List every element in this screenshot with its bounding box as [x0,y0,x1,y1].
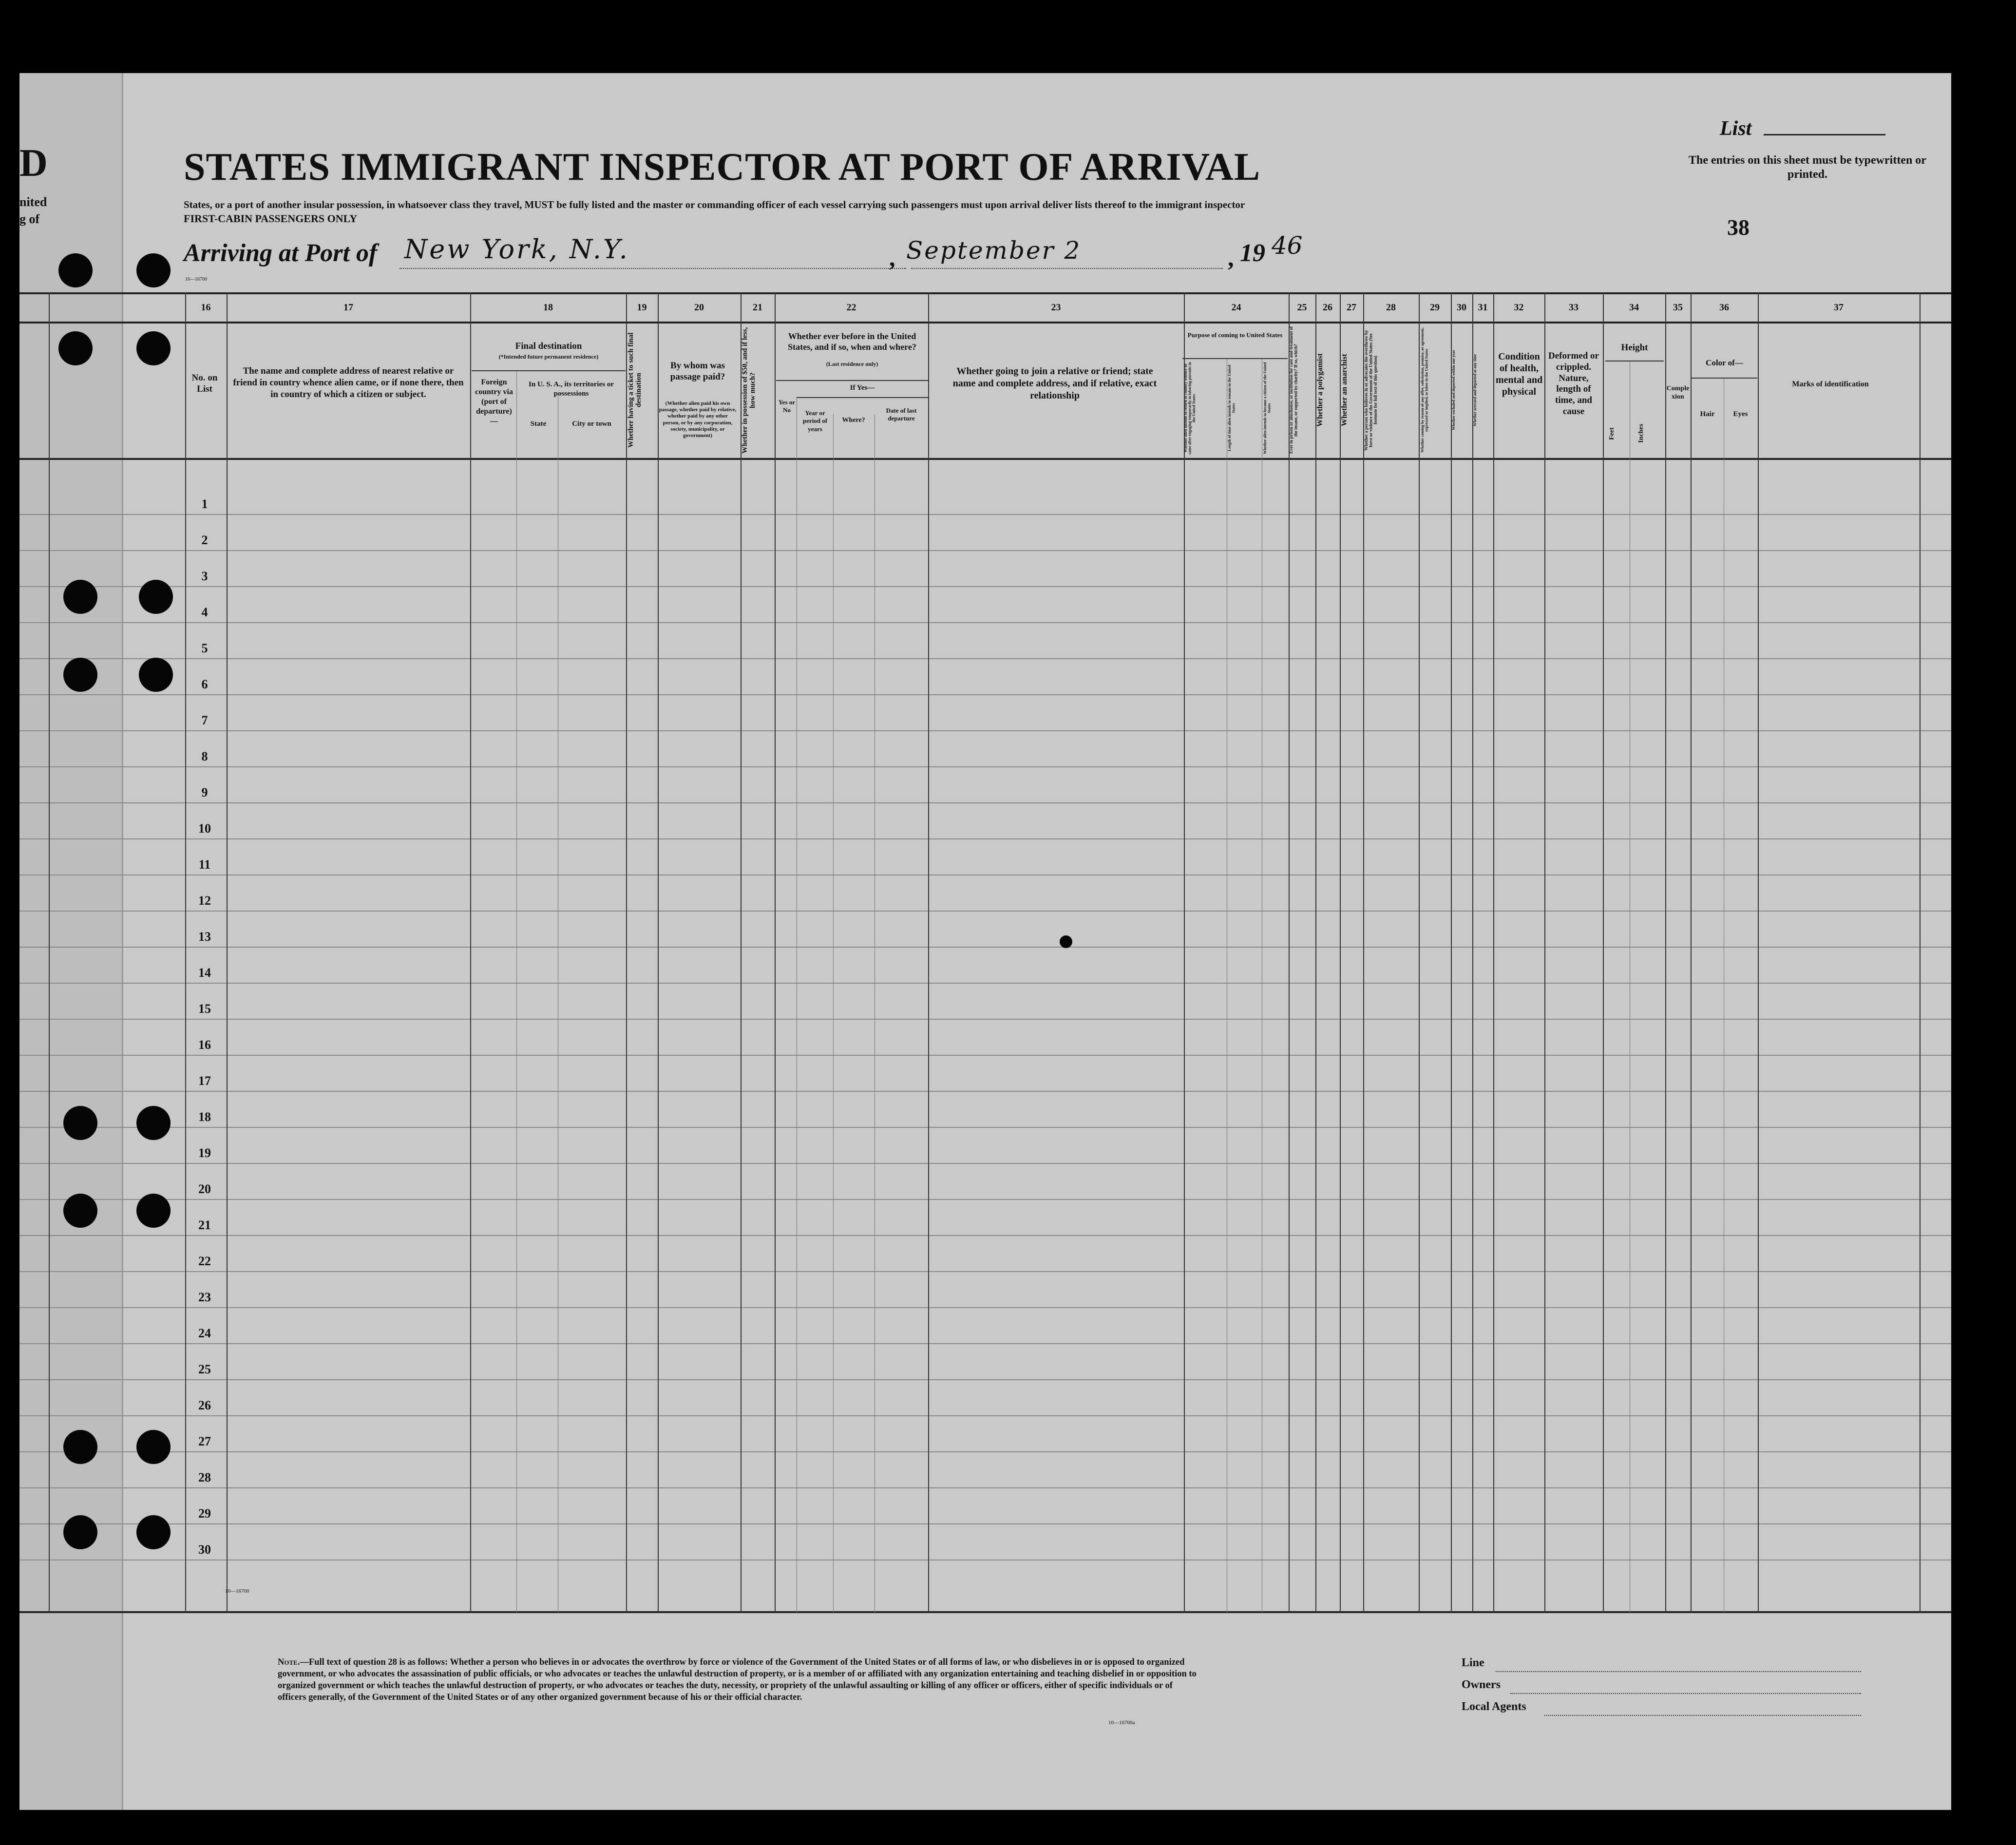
row-line [19,1019,1951,1020]
footnote [278,1656,1203,1703]
column-line [741,292,742,1613]
sub-column-line [516,370,517,1613]
column-number: 37 [1834,302,1844,313]
c22-ifyes-line [797,397,928,398]
punch-hole [136,331,171,365]
owners-field [1510,1693,1861,1694]
row-number: 21 [198,1218,211,1232]
row-number: 13 [198,930,211,944]
row-number: 1 [201,497,208,511]
row-line [19,730,1951,731]
column-number: 16 [201,302,211,313]
col34-feet: Feet [1608,427,1616,440]
col17-header: The name and complete address of nearest relative or friend in country whence alien came, or if none there, then in country of which a citizen or subject. [233,366,464,399]
row-line [19,947,1951,948]
row-number: 30 [198,1542,211,1557]
punch-hole [136,1515,171,1549]
col35-header: Complexion [1666,385,1690,400]
col18-foreign: Foreign country via (port of departure)— [475,378,513,425]
column-line [470,292,471,1613]
column-line [1493,292,1494,1613]
sub-column-line [833,414,834,1613]
row-line [19,586,1951,587]
punch-hole [63,580,97,614]
column-line [1419,292,1420,1613]
row-line [19,911,1951,912]
left-text-fragment-1: nited [19,195,47,209]
col24-return: Whether alien intends to return to country whence he came after engaging temporarily in laboring pursuits in the United States [1183,362,1196,455]
column-number: 22 [846,302,856,313]
column-line [1472,292,1473,1613]
col32-header: Condition of health, mental and physical [1495,351,1543,397]
page-subtitle: States, or a port of another insular possession, in whatsoever class they travel, MUST be fully listed and the master or commanding officer of each vessel carrying such passengers must upon arrival deliver lists thereof to the immigrant inspector [184,199,1245,210]
column-number: 36 [1719,302,1729,313]
owners-label: Owners [1462,1678,1501,1691]
column-number: 25 [1297,302,1307,313]
column-line [1544,292,1545,1613]
column-number-divider [19,322,1951,323]
local-agents-label: Local Agents [1462,1700,1526,1713]
row-line [19,1235,1951,1236]
row-number: 12 [198,894,211,908]
punch-hole [136,253,171,287]
col25-header: Ever in prison or almshouse, or institution for care and treatment of the insane, or supported by charity? If so, which? [1289,326,1298,454]
comma-separator: , [889,244,895,271]
column-number: 30 [1457,302,1466,313]
col22-date: Date of last departure [886,407,917,422]
c36-title-line [1691,378,1757,379]
col29-header: Whether coming by reason of any offer, solicitation, promise, or agreement, expressed or implied, to labor in the United States [1420,327,1429,453]
arriving-label: Arriving at Port of [184,239,378,267]
c18-subtitle-line [472,370,626,371]
col22-title: Whether ever before in the United States, and if so, when and where? [788,331,916,352]
col31-header: Whether arrested and deported at any time [1473,354,1477,427]
row-line [19,1127,1951,1128]
column-line [1665,292,1666,1613]
row-line [19,802,1951,803]
comma-separator-2: , [1228,244,1234,271]
column-number: 32 [1514,302,1524,313]
punch-hole [63,1194,97,1228]
punch-hole [58,331,93,365]
col28-header: Whether a person who believes in or advocates the overthrow by force or violence of the Government of the United States (See footnote for full text of this question) [1364,330,1378,451]
footnote-text: —Full text of question 28 is as follows: Whether a person who believes in or advocates the overthrow by force or violence of the Government of the United States or of all forms of law, or who disbelieves in or is opposed to organized government, or who advocates the assassination of public officials, or who advocates or teaches the unlawful destruction of property, or is a member of or affiliated with any organization entertaining and teaching disbelief in or opposition to organized government or which teaches the unlawful destruction of property, or who advocates or teaches the duty, necessity, or propriety of the unlawful assaulting or killing of any officer or officers, either of specific individuals or of officers generally, of the Government of the United States or of any other organized government because of his or their official character. [278,1657,1197,1703]
row-line [19,1199,1951,1200]
column-number: 17 [343,302,353,313]
row-line [19,658,1951,659]
row-number: 3 [201,569,208,583]
column-line [49,292,50,1613]
column-line [928,292,929,1613]
row-line [19,1271,1951,1272]
row-number: 8 [201,749,208,763]
col18-state: State [530,420,547,428]
row-number: 5 [201,641,208,655]
col20-note: (Whether alien paid his own passage, whether paid by relative, whether paid by any other person, or by any corporation, society, municipality, or government) [659,400,737,438]
col36-hair: Hair [1700,410,1715,418]
row-number: 26 [198,1398,211,1412]
row-number: 7 [201,713,208,727]
column-number: 27 [1347,302,1356,313]
punch-hole [139,658,173,692]
row-line [19,1343,1951,1344]
col22-ifyes: If Yes— [850,384,875,392]
arrival-date: September 2 [906,236,1082,265]
year-suffix: 46 [1272,231,1303,260]
row-number: 18 [198,1110,211,1124]
row-number: 25 [198,1362,211,1376]
table-bottom-border [19,1611,1951,1613]
row-number: 14 [198,966,211,980]
col36-eyes: Eyes [1733,410,1748,418]
row-number: 28 [198,1470,211,1484]
column-line [227,292,228,1613]
col33-header: Deformed or crippled. Nature, length of time, and cause [1548,351,1599,417]
row-line [19,1055,1951,1056]
col36-title: Color of— [1706,358,1743,367]
row-line [19,1415,1951,1416]
column-line [1691,292,1692,1613]
col21-header: Whether in possession of $50, and if less, how much? [741,327,757,454]
row-line [19,766,1951,767]
column-number: 29 [1430,302,1440,313]
line-field [1496,1671,1861,1672]
punch-hole [63,1430,97,1464]
column-line [1340,292,1341,1613]
col24-length: Length of time alien intends to remain in the United States [1227,365,1236,452]
port-of-arrival: New York, N.Y. [404,234,629,265]
list-label: List [1720,117,1752,140]
col24-title: Purpose of coming to United States [1187,331,1283,339]
col22-year: Year or period of years [802,409,828,433]
row-line [19,514,1951,515]
col34-title: Height [1621,342,1648,353]
col22-subtitle: (Last residence only) [826,361,878,367]
header-bottom-border [19,458,1951,460]
col18-usa: In U. S. A., its territories or possessions [529,380,614,398]
col23-header: Whether going to join a relative or friend; state name and complete address, and if relative, exact relationship [952,366,1157,401]
form-number-top: 10—16700 [185,277,207,282]
column-line [1363,292,1364,1613]
entries-note: The entries on this sheet must be typewritten or printed. [1689,154,1926,181]
punch-hole [136,1106,171,1140]
column-line [1451,292,1452,1613]
column-number: 24 [1231,302,1241,313]
row-line [19,622,1951,623]
column-number: 34 [1629,302,1639,313]
page-title: STATES IMMIGRANT INSPECTOR AT PORT OF ARRIVAL [184,146,1261,189]
col16-header: No. on List [191,373,218,394]
first-cabin-note: FIRST-CABIN PASSENGERS ONLY [184,212,358,225]
row-number: 6 [201,677,208,691]
row-number: 2 [201,533,208,547]
punch-hole [136,1430,171,1464]
row-number: 15 [198,1002,211,1016]
row-line [19,838,1951,839]
row-line [19,1379,1951,1380]
punch-hole [136,1194,171,1228]
line-label: Line [1462,1656,1484,1669]
sheet-number: 38 [1727,215,1750,240]
punch-hole [63,1106,97,1140]
row-line [19,983,1951,984]
date-underline [911,268,1223,269]
row-number: 20 [198,1182,211,1196]
row-number: 16 [198,1038,211,1052]
punch-hole [139,580,173,614]
local-agents-field [1544,1715,1861,1716]
year-prefix: 19 [1240,239,1265,267]
footnote-lead: Note. [278,1657,300,1667]
col37-header: Marks of identification [1792,380,1869,388]
col20-title: By whom was passage paid? [670,361,725,382]
column-line [1603,292,1604,1613]
row-number: 22 [198,1254,211,1268]
row-line [19,1451,1951,1452]
row-line [19,550,1951,551]
column-number: 18 [543,302,553,313]
column-line [658,292,659,1613]
col18-subtitle: (*Intended future permanent residence) [498,353,599,360]
left-text-fragment-2: g of [19,212,40,226]
column-line [185,292,186,1613]
row-number: 9 [201,785,208,799]
c22-subtitle-line [776,380,928,381]
col34-inches: Inches [1637,424,1645,443]
punch-hole [63,1515,97,1549]
col24-citizen: Whether alien intends to become a citizen of the United States [1263,362,1272,455]
column-number: 28 [1386,302,1396,313]
row-number: 23 [198,1290,211,1304]
ink-spot [1060,935,1072,948]
manifest-sheet [19,73,1951,1810]
punch-hole [58,253,93,287]
column-number: 26 [1323,302,1332,313]
row-line [19,1523,1951,1524]
title-fragment: D [19,142,48,185]
column-number: 31 [1478,302,1488,313]
column-number: 19 [637,302,647,313]
punch-hole [63,658,97,692]
col27-header: Whether an anarchist [1340,354,1349,427]
column-number: 33 [1569,302,1579,313]
col18-title: Final destination [515,341,582,351]
column-number: 21 [753,302,762,313]
row-line [19,1307,1951,1308]
col22-yesno: Yes or No [778,399,796,414]
row-number: 10 [198,821,211,836]
column-number: 23 [1051,302,1061,313]
row-number: 17 [198,1074,211,1088]
column-line [775,292,776,1613]
row-number: 19 [198,1146,211,1160]
col22-where: Where? [842,417,865,424]
form-number-footnote: 10—16700a [1108,1720,1135,1726]
column-line [626,292,627,1613]
column-line [1315,292,1316,1613]
row-line [19,694,1951,695]
row-line [19,1487,1951,1488]
column-line [1289,292,1290,1613]
port-underline [399,268,906,269]
row-number: 27 [198,1434,211,1448]
list-underline [1764,134,1885,135]
row-number: 29 [198,1506,211,1521]
table-top-border [19,292,1951,294]
row-number: 11 [198,857,211,872]
column-number: 35 [1673,302,1683,313]
c24-title-line [1182,358,1288,359]
column-line [1184,292,1185,1613]
row-line [19,1091,1951,1092]
column-line [1758,292,1759,1613]
row-number: 4 [201,605,208,619]
row-number: 24 [198,1326,211,1340]
col30-header: Whether excluded and deported within one year [1451,350,1456,431]
col26-header: Whether a polygamist [1316,353,1324,427]
column-line [1920,292,1921,1613]
column-number: 20 [694,302,704,313]
col19-header: Whether having a ticket to such final destination [627,332,643,448]
col18-city: City or town [572,420,611,428]
form-number-bottom: 10—16700 [225,1588,249,1594]
row-line [19,1163,1951,1164]
